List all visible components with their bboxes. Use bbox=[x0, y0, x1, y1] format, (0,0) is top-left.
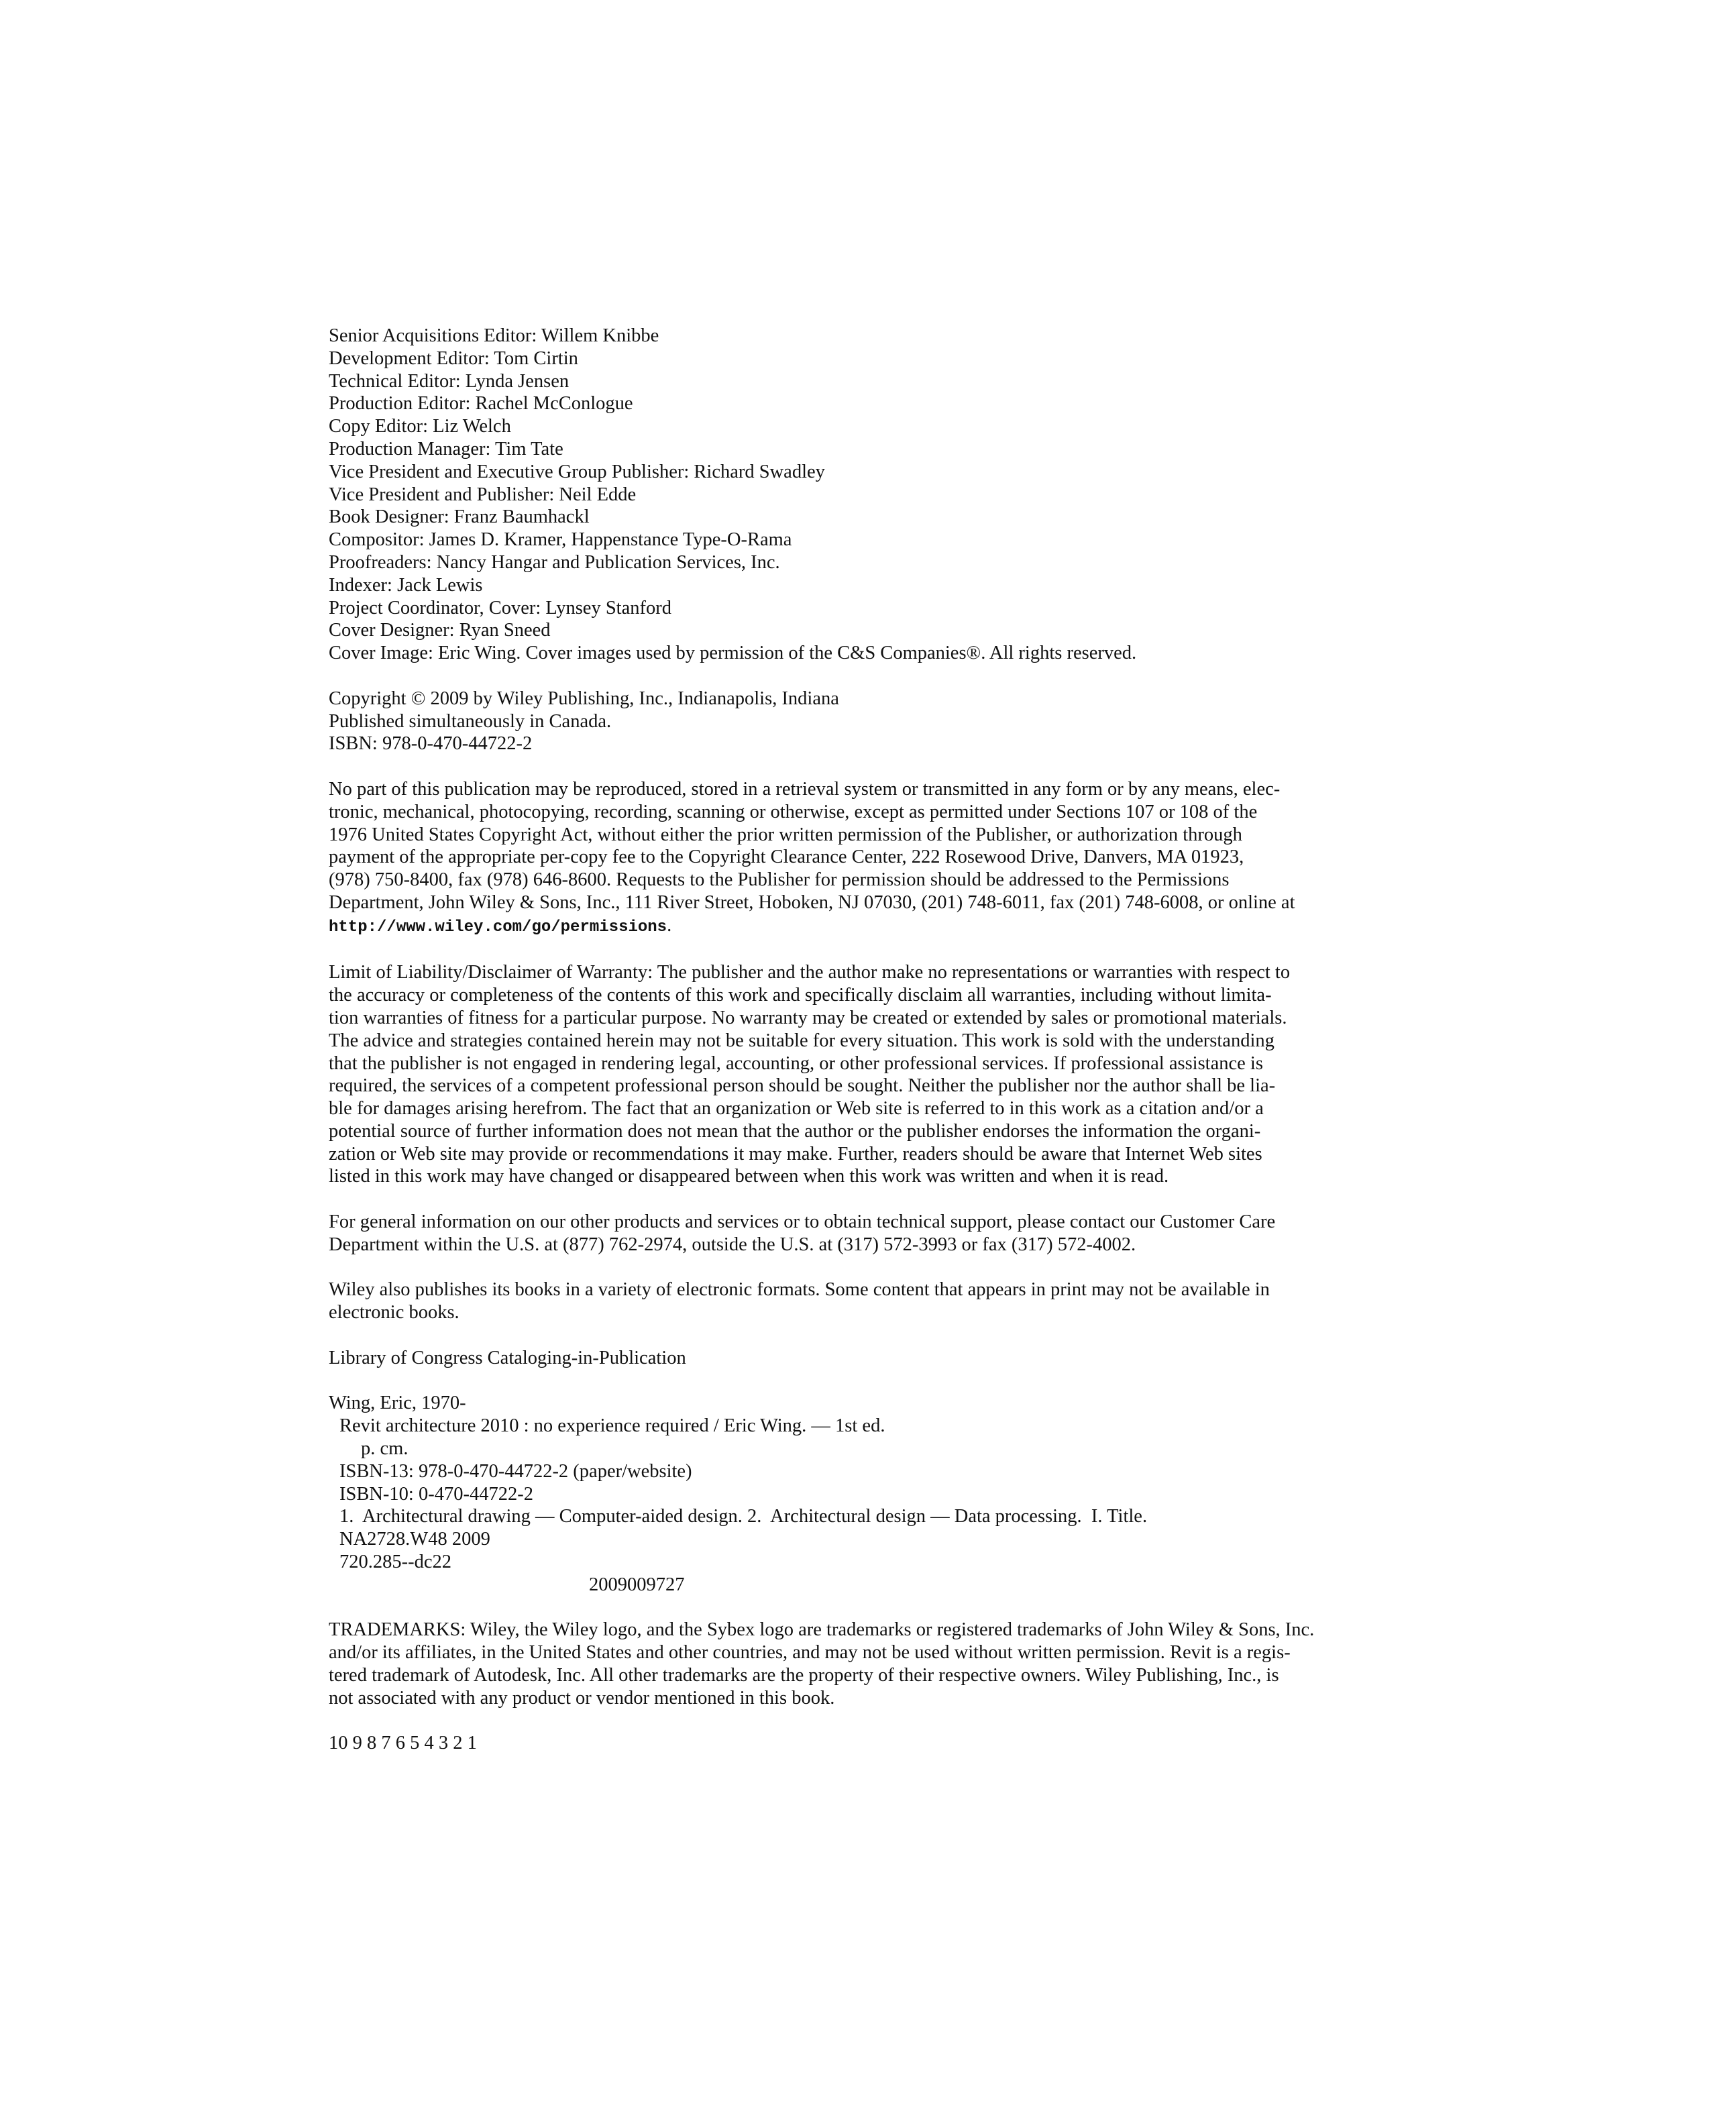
text-line: the accuracy or completeness of the contents of this work and specifically disclaim all warranties, including without limita- bbox=[329, 985, 1272, 1006]
credit-line: Cover Image: Eric Wing. Cover images used by permission of the C&S Companies®. All rights reserved. bbox=[329, 643, 1137, 664]
text-line: Limit of Liability/Disclaimer of Warranty: The publisher and the author make no representations or warranties with respect to bbox=[329, 962, 1291, 983]
text-line: payment of the appropriate per-copy fee to the Copyright Clearance Center, 222 Rosewood Drive, Danvers, MA 01923, bbox=[329, 847, 1244, 868]
text-line: potential source of further information does not mean that the author or the publisher endorses the information the organi- bbox=[329, 1120, 1261, 1142]
text-line: For general information on our other products and services or to obtain technical support, please contact our Customer Care bbox=[329, 1211, 1276, 1233]
copyright-page bbox=[329, 325, 1375, 1755]
text-line: Wiley also publishes its books in a variety of electronic formats. Some content that appears in print may not be available in bbox=[329, 1279, 1270, 1301]
text-line: tion warranties of fitness for a particular purpose. No warranty may be created or extended by sales or promotional materials. bbox=[329, 1007, 1287, 1028]
credit-line: Indexer: Jack Lewis bbox=[329, 574, 483, 596]
formats-paragraph bbox=[329, 1279, 1375, 1324]
text-line: 1976 United States Copyright Act, without either the prior written permission of the Publisher, or authorization through bbox=[329, 824, 1242, 845]
text-line: electronic books. bbox=[329, 1302, 459, 1323]
text-line: No part of this publication may be reproduced, stored in a retrieval system or transmitted in any form or by any means, elec- bbox=[329, 778, 1281, 800]
cip-lc-class: NA2728.W48 2009 bbox=[339, 1529, 490, 1550]
text-line: TRADEMARKS: Wiley, the Wiley logo, and the Sybex logo are trademarks or registered trademarks of John Wiley & Sons, Inc. bbox=[329, 1619, 1315, 1641]
cip-title: Revit architecture 2010 : no experience required / Eric Wing. — 1st ed. bbox=[339, 1415, 885, 1437]
credit-line: Cover Designer: Ryan Sneed bbox=[329, 620, 551, 641]
loc-heading: Library of Congress Cataloging-in-Publication bbox=[329, 1347, 686, 1368]
disclaimer-paragraph bbox=[329, 961, 1375, 1188]
text-line: The advice and strategies contained herein may not be suitable for every situation. This work is sold with the understanding bbox=[329, 1030, 1274, 1051]
copyright-block bbox=[329, 688, 1375, 755]
credit-line: Compositor: James D. Kramer, Happenstance Type-O-Rama bbox=[329, 529, 792, 551]
text-line: Department, John Wiley & Sons, Inc., 111 River Street, Hoboken, NJ 07030, (201) 748-6011, fax (201) 748-6008, or online at bbox=[329, 891, 1295, 913]
credit-line: Senior Acquisitions Editor: Willem Knibbe bbox=[329, 325, 659, 346]
text-line: listed in this work may have changed or disappeared between when this work was written and when it is read. bbox=[329, 1166, 1169, 1187]
cip-record bbox=[329, 1392, 1375, 1596]
support-paragraph bbox=[329, 1211, 1375, 1256]
credits-list bbox=[329, 325, 1375, 665]
credit-line: Development Editor: Tom Cirtin bbox=[329, 347, 578, 369]
cip-isbn13: ISBN-13: 978-0-470-44722-2 (paper/website) bbox=[339, 1460, 692, 1482]
credit-line: Production Editor: Rachel McConlogue bbox=[329, 393, 633, 415]
url-line bbox=[329, 914, 1375, 939]
permissions-paragraph bbox=[329, 778, 1375, 939]
credit-line: Book Designer: Franz Baumhackl bbox=[329, 506, 590, 528]
text-line: required, the services of a competent professional person should be sought. Neither the publisher nor the author shall be lia- bbox=[329, 1075, 1276, 1097]
permissions-link[interactable]: http://www.wiley.com/go/permissions bbox=[329, 918, 667, 936]
credit-line: Technical Editor: Lynda Jensen bbox=[329, 370, 569, 392]
text-line: tronic, mechanical, photocopying, recording, scanning or otherwise, except as permitted under Sections 107 or 108 of the bbox=[329, 801, 1258, 822]
credit-line: Proofreaders: Nancy Hangar and Publication Services, Inc. bbox=[329, 551, 780, 573]
cip-isbn10: ISBN-10: 0-470-44722-2 bbox=[339, 1483, 533, 1505]
text-line: tered trademark of Autodesk, Inc. All other trademarks are the property of their respective owners. Wiley Publishing, Inc., is bbox=[329, 1665, 1279, 1686]
text-line: and/or its affiliates, in the United States and other countries, and may not be used without written permission. Revit is a regis- bbox=[329, 1642, 1291, 1664]
cip-dewey: 720.285--dc22 bbox=[339, 1552, 452, 1573]
isbn-line: ISBN: 978-0-470-44722-2 bbox=[329, 733, 533, 755]
text-line: ble for damages arising herefrom. The fact that an organization or Web site is referred to in this work as a citation and/or a bbox=[329, 1098, 1264, 1120]
credit-line: Production Manager: Tim Tate bbox=[329, 438, 563, 459]
text-line: Department within the U.S. at (877) 762-2974, outside the U.S. at (317) 572-3993 or fax (317) 572-4002. bbox=[329, 1234, 1136, 1255]
cip-lccn: 2009009727 bbox=[589, 1574, 685, 1595]
cip-author: Wing, Eric, 1970- bbox=[329, 1393, 466, 1414]
text-line: that the publisher is not engaged in rendering legal, accounting, or other professional services. If professional assistance is bbox=[329, 1052, 1263, 1074]
text-line: (978) 750-8400, fax (978) 646-8600. Requests to the Publisher for permission should be addressed to the Permissions bbox=[329, 869, 1230, 891]
publication-note: Published simultaneously in Canada. bbox=[329, 710, 612, 732]
credit-line: Vice President and Executive Group Publisher: Richard Swadley bbox=[329, 461, 825, 482]
cip-subjects: 1. Architectural drawing — Computer-aided design. 2. Architectural design — Data processing. I. Title. bbox=[339, 1506, 1148, 1527]
printing-line: 10 9 8 7 6 5 4 3 2 1 bbox=[329, 1733, 477, 1754]
cip-pages: p. cm. bbox=[361, 1438, 409, 1460]
copyright-notice: Copyright © 2009 by Wiley Publishing, Inc., Indianapolis, Indiana bbox=[329, 688, 839, 709]
credit-line: Project Coordinator, Cover: Lynsey Stanford bbox=[329, 597, 671, 618]
text-line: zation or Web site may provide or recommendations it may make. Further, readers should be aware that Internet Web sites bbox=[329, 1143, 1262, 1164]
credit-line: Vice President and Publisher: Neil Edde bbox=[329, 484, 637, 505]
url-suffix: . bbox=[667, 914, 672, 936]
credit-line: Copy Editor: Liz Welch bbox=[329, 416, 511, 437]
text-line: not associated with any product or vendor mentioned in this book. bbox=[329, 1687, 835, 1709]
trademarks-paragraph bbox=[329, 1619, 1375, 1709]
